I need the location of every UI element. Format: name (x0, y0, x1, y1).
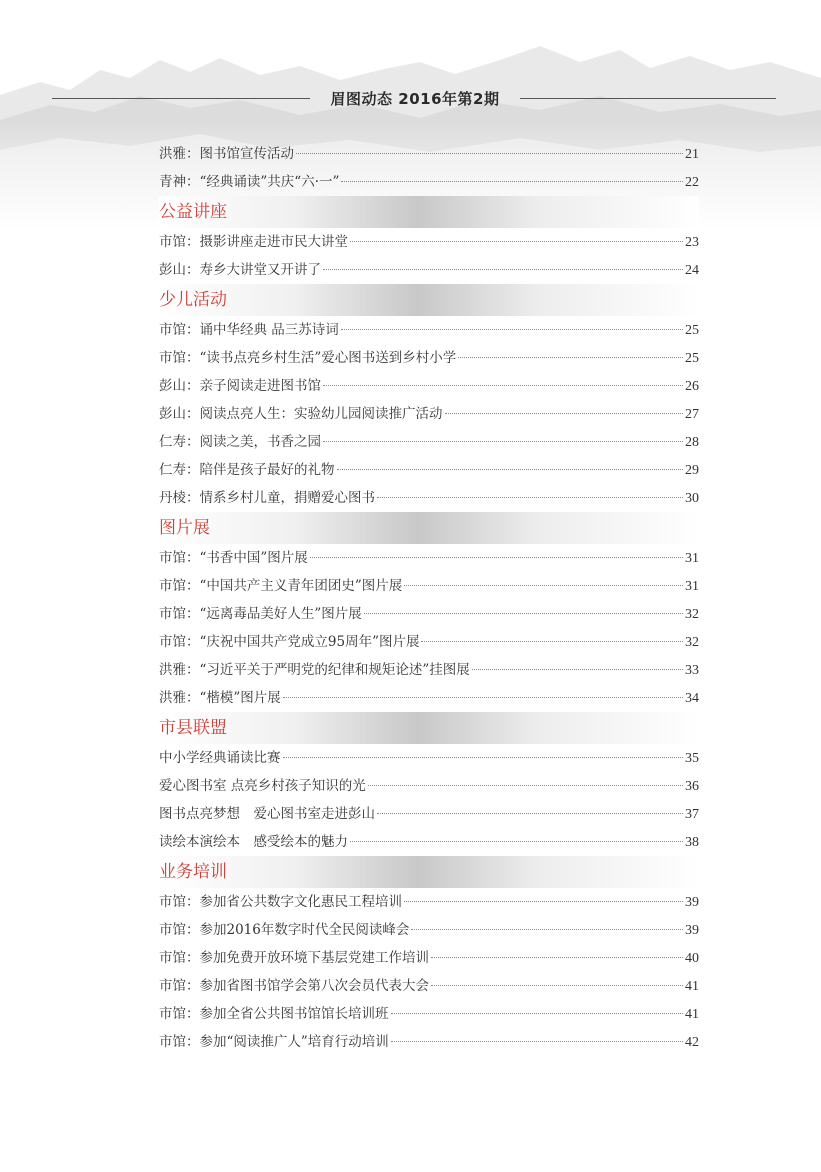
toc-entry-title: 市馆：参加省公共数字文化惠民工程培训 (159, 894, 402, 910)
toc-entry[interactable] (159, 628, 699, 656)
toc-entry-page-number: 37 (685, 807, 699, 822)
section-heading-label: 公益讲座 (159, 202, 227, 222)
toc-entry-title: 市馆：“庆祝中国共产党成立95周年”图片展 (159, 634, 420, 650)
toc-entry-title: 读绘本演绘本 感受绘本的魅力 (159, 834, 348, 850)
dot-leader (431, 985, 683, 986)
section-heading (159, 856, 699, 888)
dot-leader (341, 329, 683, 330)
toc-entry-title: 洪雅：“楷模”图片展 (159, 690, 281, 706)
toc-entry-page-number: 39 (685, 895, 699, 910)
toc-entry[interactable] (159, 600, 699, 628)
toc-entry-page-number: 39 (685, 923, 699, 938)
dot-leader (431, 957, 683, 958)
toc-entry-title: 彭山：寿乡大讲堂又开讲了 (159, 262, 321, 278)
toc-entry-title: 市馆：“读书点亮乡村生活”爱心图书送到乡村小学 (159, 350, 457, 366)
toc-entry[interactable] (159, 428, 699, 456)
toc-entry-page-number: 26 (685, 379, 699, 394)
toc-entry-title: 市馆：诵中华经典 品三苏诗词 (159, 322, 339, 338)
dot-leader (350, 841, 683, 842)
toc-entry-title: 丹棱：情系乡村儿童，捐赠爱心图书 (159, 490, 375, 506)
section-heading-label: 少儿活动 (159, 290, 227, 310)
toc-entry-page-number: 27 (685, 407, 699, 422)
dot-leader (323, 441, 683, 442)
toc-entry[interactable] (159, 684, 699, 712)
header-rule-left (52, 98, 310, 99)
section-heading-label: 图片展 (159, 518, 210, 538)
toc-entry-title: 洪雅：“习近平关于严明党的纪律和规矩论述”挂图展 (159, 662, 470, 678)
toc-entry[interactable] (159, 888, 699, 916)
toc-entry-page-number: 32 (685, 635, 699, 650)
toc-entry[interactable] (159, 344, 699, 372)
toc-entry[interactable] (159, 484, 699, 512)
toc-entry[interactable] (159, 400, 699, 428)
toc-entry[interactable] (159, 1028, 699, 1056)
toc-entry[interactable] (159, 372, 699, 400)
toc-entry-title: 市馆：参加“阅读推广人”培育行动培训 (159, 1034, 389, 1050)
dot-leader (445, 413, 684, 414)
page-header-title: 眉图动态 2016年第2期 (330, 90, 500, 108)
toc-entry[interactable] (159, 744, 699, 772)
dot-leader (421, 641, 683, 642)
header-rule-right (520, 98, 776, 99)
toc-entry-title: 中小学经典诵读比赛 (159, 750, 281, 766)
section-heading-label: 市县联盟 (159, 718, 227, 738)
dot-leader (391, 1013, 684, 1014)
dot-leader (350, 241, 683, 242)
toc-entry[interactable] (159, 572, 699, 600)
toc-entry-page-number: 25 (685, 351, 699, 366)
toc-entry-page-number: 41 (685, 1007, 699, 1022)
toc-entry[interactable] (159, 828, 699, 856)
toc-entry-page-number: 31 (685, 551, 699, 566)
toc-entry-page-number: 25 (685, 323, 699, 338)
toc-entry-title: 市馆：参加全省公共图书馆馆长培训班 (159, 1006, 389, 1022)
toc-entry-page-number: 42 (685, 1035, 699, 1050)
section-heading (159, 712, 699, 744)
section-heading (159, 196, 699, 228)
toc-entry-title: 市馆：参加2016年数字时代全民阅读峰会 (159, 922, 410, 938)
section-heading-label: 业务培训 (159, 862, 227, 882)
toc-entry[interactable] (159, 316, 699, 344)
toc-entry[interactable] (159, 1000, 699, 1028)
toc-entry-page-number: 31 (685, 579, 699, 594)
toc-entry-title: 图书点亮梦想 爱心图书室走进彭山 (159, 806, 375, 822)
dot-leader (377, 813, 683, 814)
toc-entry-title: 青神：“经典诵读”共庆“六·一” (159, 174, 340, 190)
toc-entry[interactable] (159, 168, 699, 196)
toc-entry-title: 仁寿：阅读之美，书香之园 (159, 434, 321, 450)
dot-leader (337, 469, 684, 470)
toc-entry-page-number: 23 (685, 235, 699, 250)
dot-leader (296, 153, 683, 154)
toc-entry-page-number: 38 (685, 835, 699, 850)
dot-leader (404, 901, 683, 902)
dot-leader (323, 269, 683, 270)
toc-entry[interactable] (159, 656, 699, 684)
toc-entry-title: 爱心图书室 点亮乡村孩子知识的光 (159, 778, 366, 794)
toc-entry-page-number: 35 (685, 751, 699, 766)
dot-leader (310, 557, 683, 558)
toc-entry-page-number: 24 (685, 263, 699, 278)
toc-entry-title: 市馆：参加省图书馆学会第八次会员代表大会 (159, 978, 429, 994)
toc-entry-page-number: 32 (685, 607, 699, 622)
toc-entry-title: 仁寿：陪伴是孩子最好的礼物 (159, 462, 335, 478)
dot-leader (391, 1041, 683, 1042)
toc-entry-title: 市馆：“远离毒品美好人生”图片展 (159, 606, 362, 622)
toc-entry-page-number: 40 (685, 951, 699, 966)
toc-entry[interactable] (159, 140, 699, 168)
toc-entry-title: 彭山：阅读点亮人生：实验幼儿园阅读推广活动 (159, 406, 443, 422)
toc-entry-page-number: 21 (685, 147, 699, 162)
dot-leader (323, 385, 683, 386)
dot-leader (364, 613, 683, 614)
table-of-contents (159, 140, 699, 1056)
toc-entry-title: 市馆：参加免费开放环境下基层党建工作培训 (159, 950, 429, 966)
dot-leader (283, 757, 684, 758)
toc-entry-page-number: 33 (685, 663, 699, 678)
section-heading (159, 284, 699, 316)
toc-entry[interactable] (159, 228, 699, 256)
dot-leader (458, 357, 683, 358)
dot-leader (411, 929, 683, 930)
dot-leader (472, 669, 683, 670)
toc-entry[interactable] (159, 456, 699, 484)
toc-entry-title: 市馆：“书香中国”图片展 (159, 550, 308, 566)
toc-entry-title: 市馆：“中国共产主义青年团团史”图片展 (159, 578, 403, 594)
toc-entry[interactable] (159, 944, 699, 972)
dot-leader (341, 181, 683, 182)
toc-entry-page-number: 22 (685, 175, 699, 190)
toc-entry[interactable] (159, 800, 699, 828)
toc-entry-page-number: 41 (685, 979, 699, 994)
toc-entry-page-number: 36 (685, 779, 699, 794)
dot-leader (377, 497, 683, 498)
section-heading (159, 512, 699, 544)
toc-entry[interactable] (159, 544, 699, 572)
toc-entry[interactable] (159, 916, 699, 944)
toc-entry-page-number: 30 (685, 491, 699, 506)
toc-entry-title: 市馆：摄影讲座走进市民大讲堂 (159, 234, 348, 250)
toc-entry[interactable] (159, 972, 699, 1000)
toc-entry-page-number: 29 (685, 463, 699, 478)
toc-entry-title: 洪雅：图书馆宣传活动 (159, 146, 294, 162)
dot-leader (368, 785, 683, 786)
toc-entry[interactable] (159, 772, 699, 800)
toc-entry[interactable] (159, 256, 699, 284)
toc-entry-page-number: 28 (685, 435, 699, 450)
dot-leader (283, 697, 683, 698)
toc-entry-title: 彭山：亲子阅读走进图书馆 (159, 378, 321, 394)
toc-entry-page-number: 34 (685, 691, 699, 706)
dot-leader (404, 585, 683, 586)
